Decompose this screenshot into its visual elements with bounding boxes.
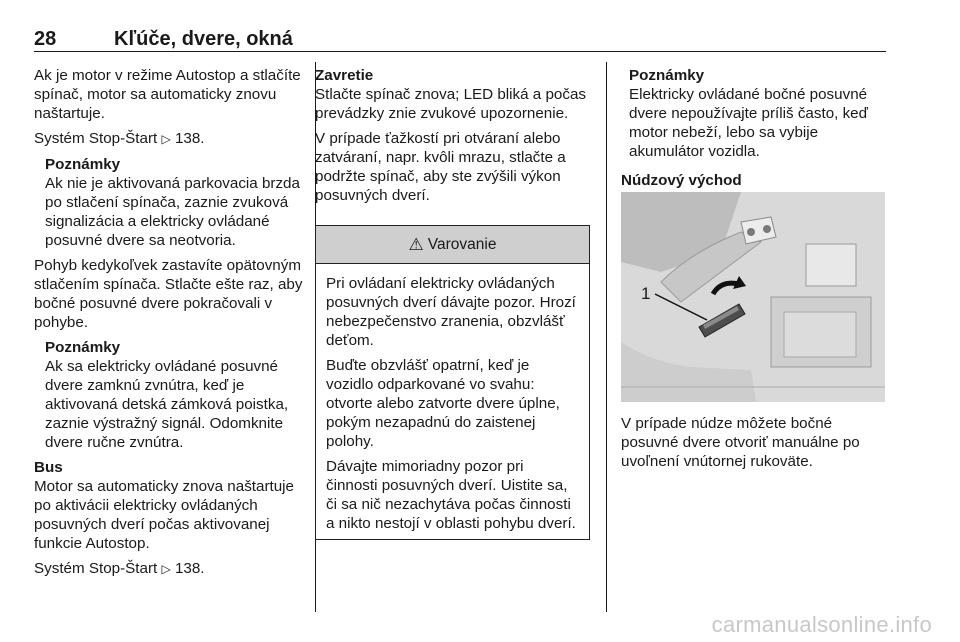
crossref-page: 138.: [174, 130, 205, 147]
crossref-stop-start-2: [34, 559, 304, 579]
page-number: 28: [34, 28, 57, 50]
warning-box: [315, 225, 590, 540]
note-text: Elektricky ovládané bočné posuvné dvere nepoužívajte príliš často, keď motor nebeží, lebo sa vybije akumulátor vozidla.: [629, 86, 868, 160]
warning-body: [316, 264, 589, 533]
warning-triangle-icon: ⚠: [408, 234, 424, 254]
page-ref-arrow-icon: ▷: [161, 562, 171, 576]
warning-title: Varovanie: [427, 235, 497, 253]
page-ref-arrow-icon: ▷: [161, 132, 171, 146]
door-handle-illustration: [621, 192, 885, 402]
header-rule: [34, 51, 886, 52]
note-2: [34, 338, 304, 452]
column-3: [621, 66, 891, 190]
note-1: [34, 155, 304, 250]
bus-text: Motor sa automaticky znova naštartuje po aktivácii elektricky ovládaných posuvných dverí počas aktivovanej funkcie Autostop.: [34, 478, 294, 552]
column-2: [315, 66, 591, 211]
paragraph-difficulty: V prípade ťažkostí pri otváraní alebo zatváraní, napr. kvôli mrazu, stlačte a podržte spínač, aby ste zvýšili výkon posuvných dverí.: [315, 130, 566, 204]
emergency-heading: Núdzový východ: [621, 172, 742, 189]
note-3: [621, 66, 891, 161]
watermark: carmanualsonline.info: [711, 612, 932, 637]
note-text: Ak sa elektricky ovládané posuvné dvere zamknú zvnútra, keď je aktivovaná detská zámková poistka, zaznie výstražný signál. Odomknite dvere ručne zvnútra.: [45, 358, 289, 451]
note-title: Poznámky: [45, 156, 121, 173]
column-3-lower: [621, 414, 891, 477]
column-1: [34, 66, 304, 585]
warning-header: [316, 226, 589, 264]
close-text: Stlačte spínač znova; LED bliká a počas prevádzky znie zvukové upozornenie.: [315, 86, 586, 122]
crossref-page: 138.: [174, 560, 205, 577]
emergency-text: V prípade núdze môžete bočné posuvné dvere otvoriť manuálne po uvoľnení vnútornej rukoväte.: [621, 415, 860, 470]
page-title: Kľúče, dvere, okná: [114, 28, 293, 50]
crossref-text: Systém Stop-Štart: [34, 130, 158, 147]
note-title: Poznámky: [629, 67, 705, 84]
callout-label: 1: [641, 284, 651, 303]
bus-heading: Bus: [34, 459, 63, 476]
door-interior-drawing: [621, 192, 885, 402]
warning-text: Dávajte mimoriadny pozor pri činnosti posuvných dverí. Uistite sa, či sa nič nezachytáva počas činnosti a nikto nestojí v oblasti pohybu dverí.: [326, 458, 576, 532]
paragraph-autostop: Ak je motor v režime Autostop a stlačíte spínač, motor sa automaticky znovu naštartuje.: [34, 67, 301, 122]
warning-text: Pri ovládaní elektricky ovládaných posuvných dverí dávajte pozor. Hrozí nebezpečenstvo zranenia, obzvlášť deťom.: [326, 275, 576, 349]
close-heading: Zavretie: [315, 67, 374, 84]
crossref-stop-start-1: [34, 129, 304, 149]
crossref-text: Systém Stop-Štart: [34, 560, 158, 577]
note-title: Poznámky: [45, 339, 121, 356]
warning-text: Buďte obzvlášť opatrní, keď je vozidlo odparkované vo svahu: otvorte alebo zatvorte dvere úplne, pokým nezapadnú do zaistenej polohy.: [326, 357, 560, 450]
note-text: Ak nie je aktivovaná parkovacia brzda po stlačení spínača, zaznie zvuková signalizácia a elektricky ovládané posuvné dvere sa neotvoria.: [45, 175, 300, 249]
column-divider-2: [606, 62, 607, 612]
paragraph-stop-movement: Pohyb kedykoľvek zastavíte opätovným stlačením spínača. Stlačte ešte raz, aby bočné posuvné dvere pokračovali v pohybe.: [34, 257, 303, 331]
